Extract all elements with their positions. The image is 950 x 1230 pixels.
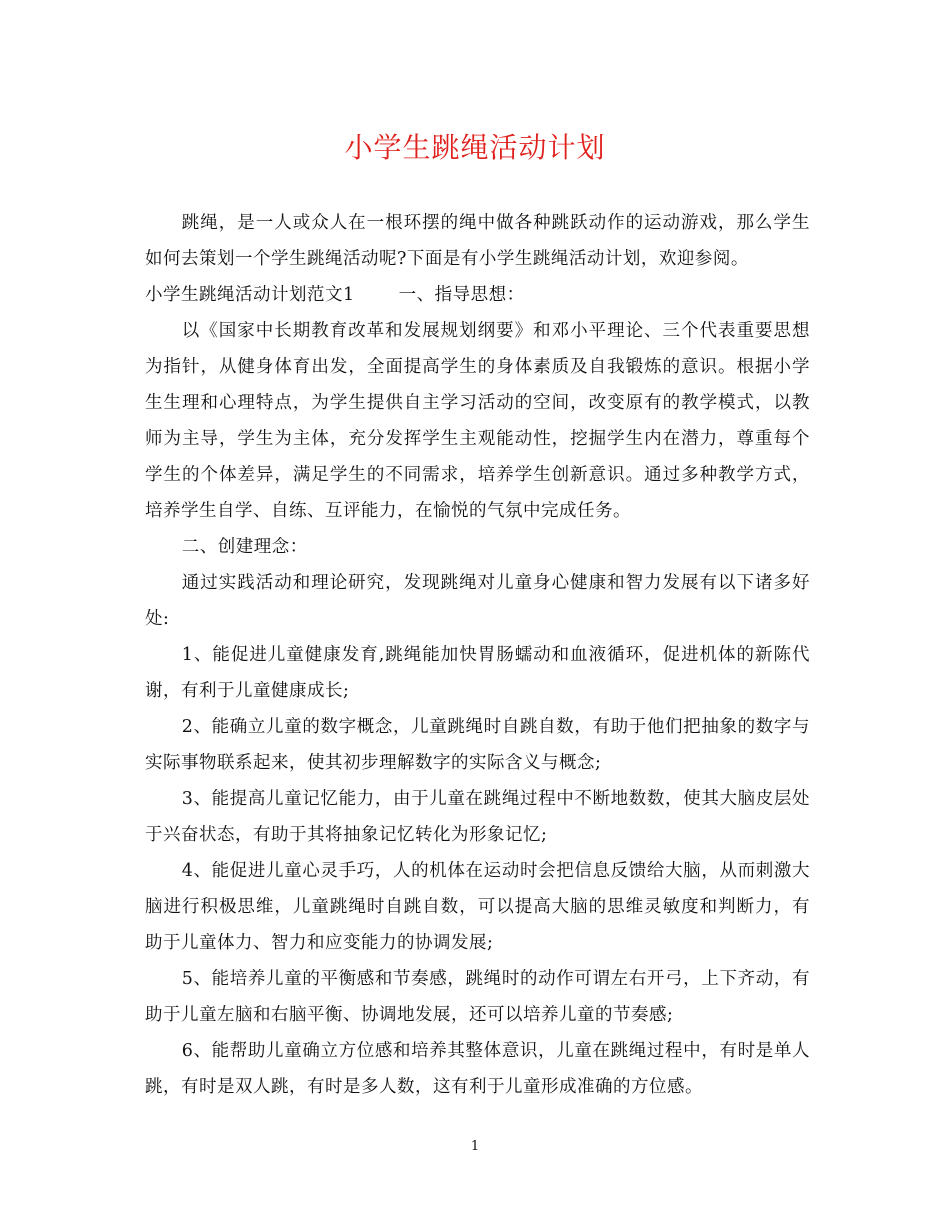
benefit-item-3: 3、能提高儿童记忆能力，由于儿童在跳绳过程中不断地数数，使其大脑皮层处于兴奋状态，有助于其将抽象记忆转化为形象记忆;: [145, 789, 810, 845]
section1-heading: 一、指导思想：: [398, 285, 525, 305]
benefit-item-6: 6、能帮助儿童确立方位感和培养其整体意识，儿童在跳绳过程中，有时是单人跳，有时是双人跳，有时是多人数，这有利于儿童形成准确的方位感。: [145, 1041, 810, 1097]
sample-heading-line: [145, 277, 810, 313]
intro-paragraph: 跳绳，是一人或众人在一根环摆的绳中做各种跳跃动作的运动游戏，那么学生如何去策划一个学生跳绳活动呢?下面是有小学生跳绳活动计划，欢迎参阅。: [145, 213, 810, 269]
document-body: [145, 205, 810, 1105]
page-number: 1: [470, 1139, 480, 1154]
benefit-item-4: 4、能促进儿童心灵手巧，人的机体在运动时会把信息反馈给大脑，从而刺激大脑进行积极思维，儿童跳绳时自跳自数，可以提高大脑的思维灵敏度和判断力，有助于儿童体力、智力和应变能力的协调发展;: [145, 861, 810, 953]
section2-heading: 二、创建理念：: [181, 537, 308, 557]
document-title: 小学生跳绳活动计划: [344, 131, 606, 164]
section2-paragraph: 通过实践活动和理论研究，发现跳绳对儿童身心健康和智力发展有以下诸多好处:: [145, 573, 810, 629]
benefit-item-2: 2、能确立儿童的数字概念，儿童跳绳时自跳自数，有助于他们把抽象的数字与实际事物联系起来，使其初步理解数字的实际含义与概念;: [145, 717, 810, 773]
sample-heading: 小学生跳绳活动计划范文1: [145, 285, 355, 305]
benefit-item-1: 1、能促进儿童健康发育,跳绳能加快胃肠蠕动和血液循环，促进机体的新陈代谢，有利于儿童健康成长;: [145, 645, 810, 701]
section1-paragraph: 以《国家中长期教育改革和发展规划纲要》和邓小平理论、三个代表重要思想为指针，从健身体育出发，全面提高学生的身体素质及自我锻炼的意识。根据小学生生理和心理特点，为学生提供自主学习活动的空间，改变原有的教学模式，以教师为主导，学生为主体，充分发挥学生主观能动性，挖掘学生内在潜力，尊重每个学生的个体差异，满足学生的不同需求，培养学生创新意识。通过多种教学方式，培养学生自学、自练、互评能力，在愉悦的气氛中完成任务。: [145, 321, 810, 521]
benefit-item-5: 5、能培养儿童的平衡感和节奏感，跳绳时的动作可谓左右开弓，上下齐动，有助于儿童左脑和右脑平衡、协调地发展，还可以培养儿童的节奏感;: [145, 969, 810, 1025]
